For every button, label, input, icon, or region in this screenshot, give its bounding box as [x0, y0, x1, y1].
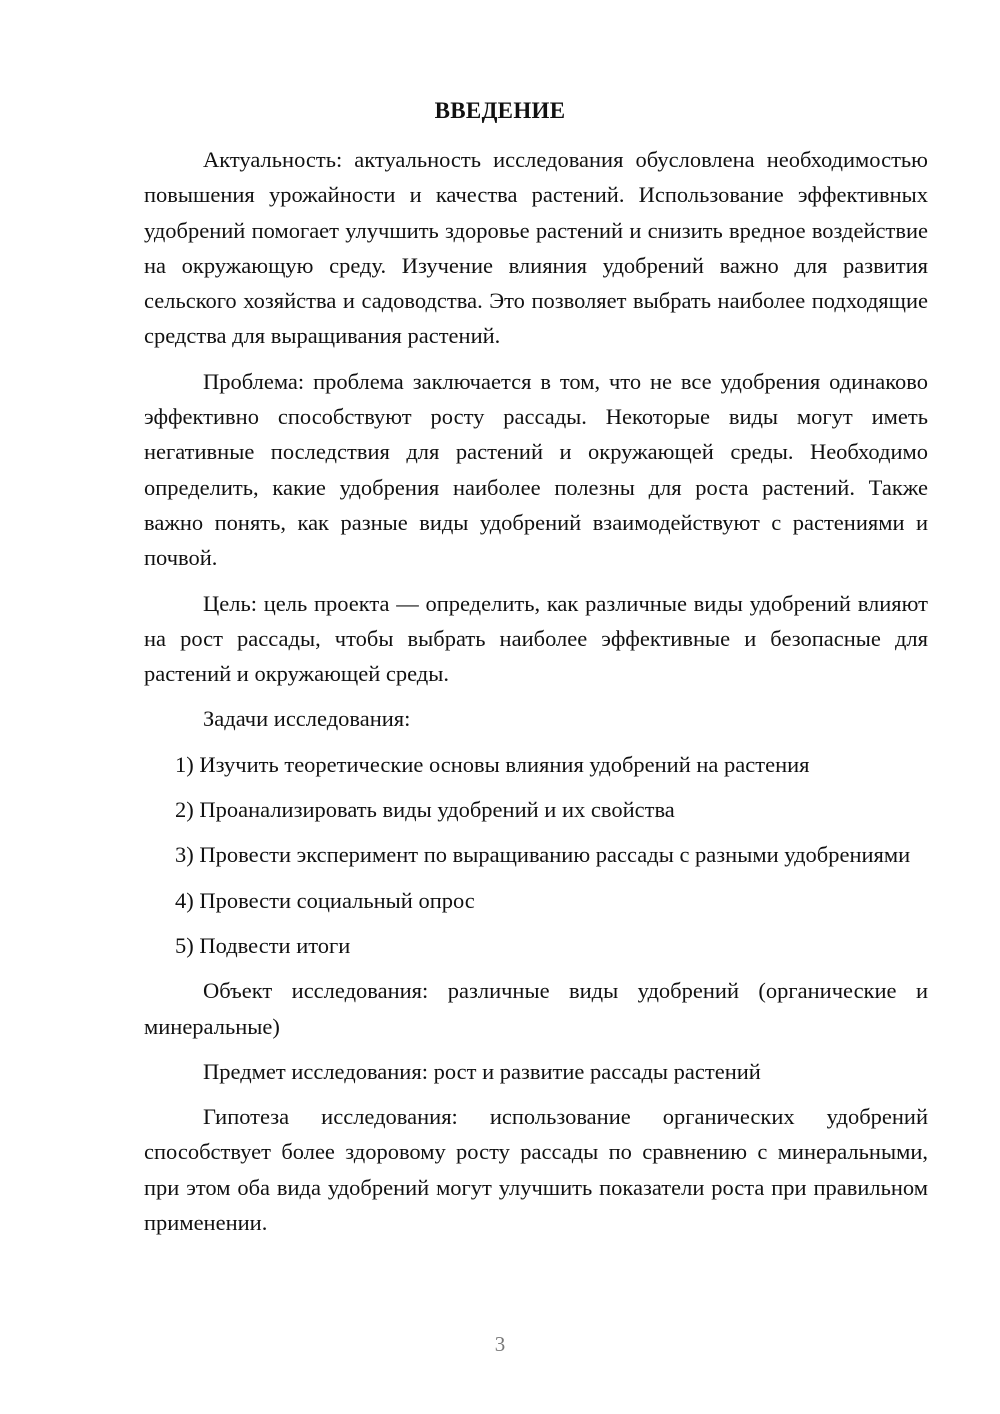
subject-paragraph: Предмет исследования: рост и развитие рассады растений — [203, 1058, 761, 1084]
task-item-3: 3) Провести эксперимент по выращиванию рассады с разными удобрениями — [175, 842, 911, 868]
object-paragraph: Объект исследования: различные виды удобрений (органические и минеральные) — [144, 978, 928, 1039]
task-item-2: 2) Проанализировать виды удобрений и их свойства — [175, 797, 675, 823]
problem-paragraph: Проблема: проблема заключается в том, что не все удобрения одинаково эффективно способствуют росту рассады. Некоторые виды могут иметь негативные последствия для растений и окружающей среды. Необходимо определить, какие удобрения наиболее полезны для роста растений. Также важно понять, как разные виды удобрений взаимодействуют с растениями и почвой. — [144, 368, 928, 571]
task-item-1: 1) Изучить теоретические основы влияния удобрений на растения — [175, 751, 810, 777]
page-number: 3 — [494, 1332, 506, 1356]
page-title: ВВЕДЕНИЕ — [434, 98, 566, 123]
tasks-heading: Задачи исследования: — [203, 706, 411, 732]
document-body — [144, 142, 928, 1250]
hypothesis-paragraph: Гипотеза исследования: использование органических удобрений способствует более здоровому росту рассады по сравнению с минеральными, при этом оба вида удобрений могут улучшить показатели роста при правильном применении. — [144, 1104, 928, 1236]
task-item-4: 4) Провести социальный опрос — [175, 887, 475, 913]
goal-paragraph: Цель: цель проекта — определить, как различные виды удобрений влияют на рост рассады, чтобы выбрать наиболее эффективные и безопасные для растений и окружающей среды. — [144, 590, 928, 687]
relevance-paragraph: Актуальность: актуальность исследования обусловлена необходимостью повышения урожайности и качества растений. Использование эффективных удобрений помогает улучшить здоровье растений и снизить вредное воздействие на окружающую среду. Изучение влияния удобрений важно для развития сельского хозяйства и садоводства. Это позволяет выбрать наиболее подходящие средства для выращивания растений. — [144, 147, 928, 349]
task-item-5: 5) Подвести итоги — [175, 932, 351, 958]
